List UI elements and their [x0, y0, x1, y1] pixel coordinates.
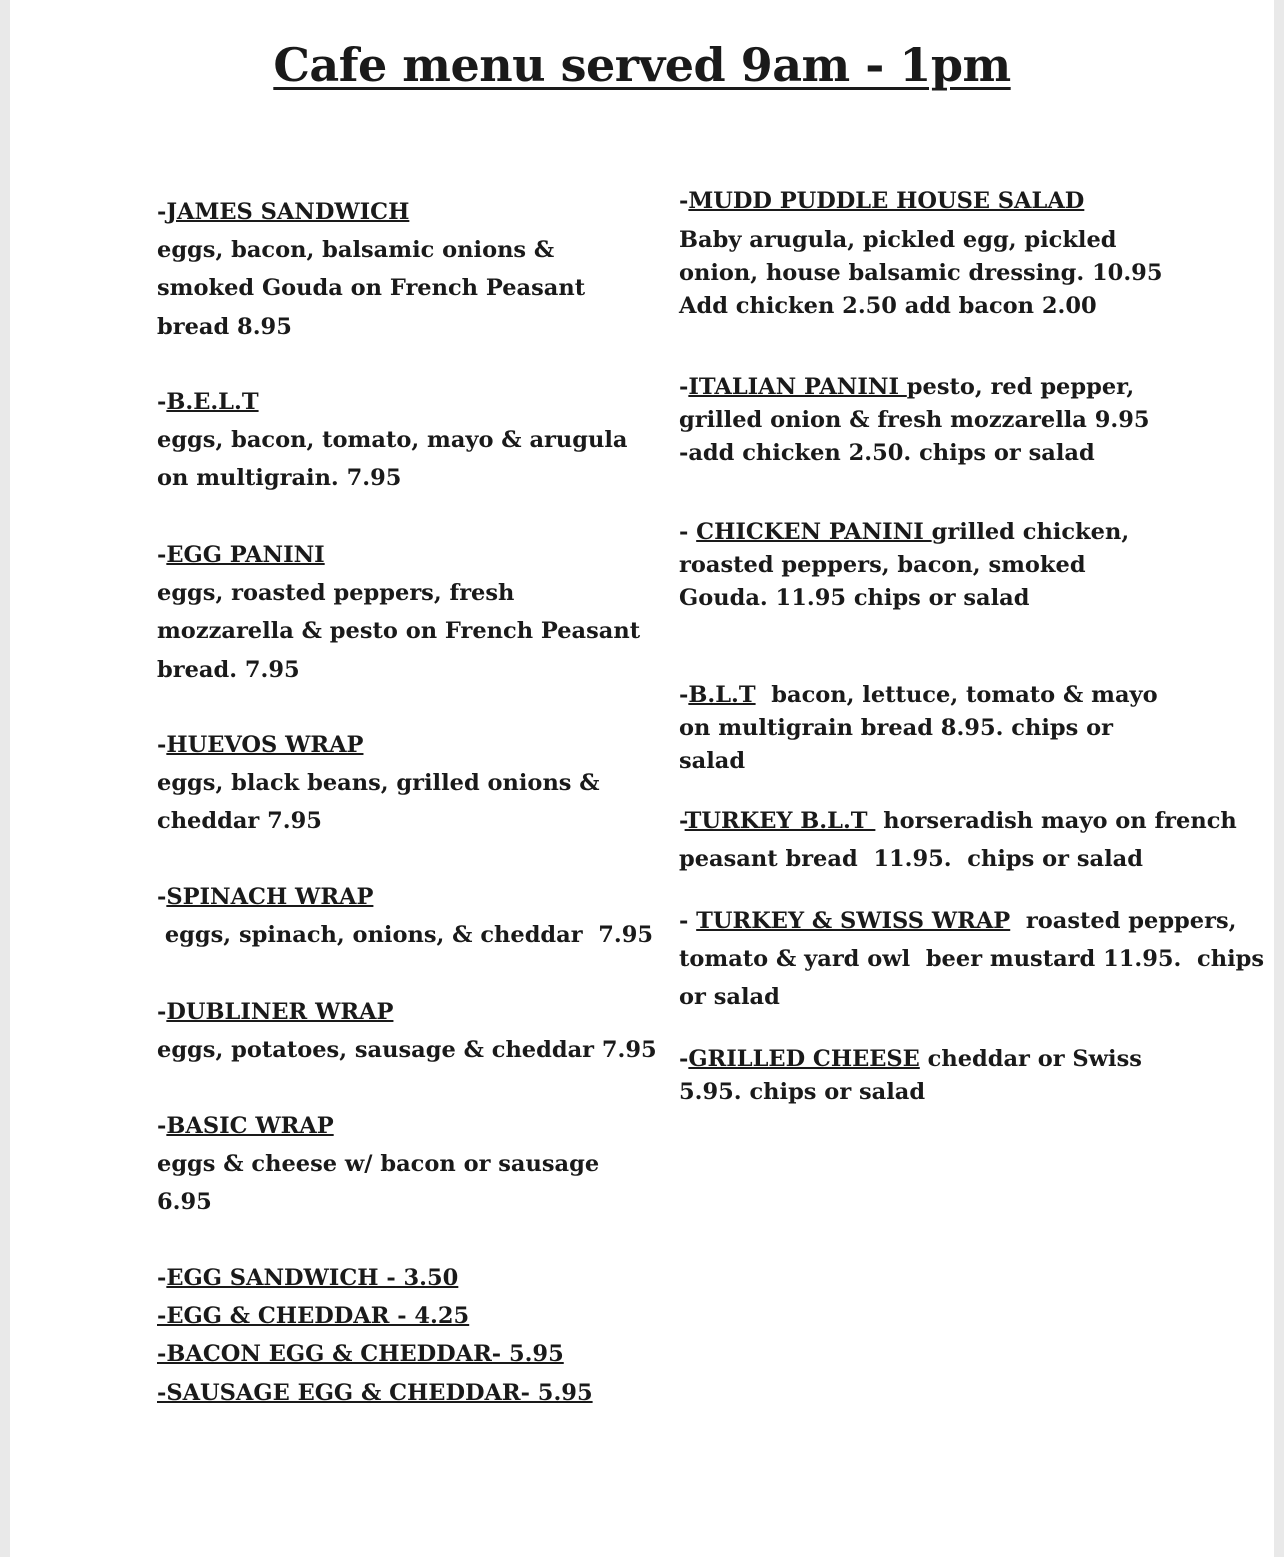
- item-desc-line: eggs, bacon, tomato, mayo & arugula: [157, 427, 628, 454]
- menu-item-turkey-swiss-wrap: - TURKEY & SWISS WRAP roasted peppers, tomato & yard owl beer mustard 11.95. chips or salad: [679, 902, 1264, 1016]
- item-name: TURKEY & SWISS WRAP: [696, 908, 1011, 934]
- item-desc-line: smoked Gouda on French Peasant: [157, 275, 586, 302]
- item-desc-line: salad: [679, 748, 746, 774]
- quick-items-list: [157, 1259, 593, 1412]
- item-desc-line: eggs, black beans, grilled onions &: [157, 770, 600, 797]
- item-desc-line: horseradish mayo on french: [875, 808, 1237, 834]
- item-desc-line: Gouda. 11.95 chips or salad: [679, 585, 1030, 611]
- item-desc-line: bread. 7.95: [157, 656, 300, 683]
- menu-item-sausage-egg-cheddar: -SAUSAGE EGG & CHEDDAR- 5.95: [157, 1379, 593, 1406]
- item-desc-line: tomato & yard owl beer mustard 11.95. chips: [679, 946, 1265, 972]
- menu-item-bacon-egg-cheddar: -BACON EGG & CHEDDAR- 5.95: [157, 1341, 564, 1368]
- item-desc-line: cheddar or Swiss: [919, 1046, 1142, 1072]
- item-desc-line: -add chicken 2.50. chips or salad: [679, 440, 1095, 466]
- item-desc-line: eggs, bacon, balsamic onions &: [157, 237, 555, 264]
- menu-item-turkey-blt: -TURKEY B.L.T horseradish mayo on french peasant bread 11.95. chips or salad: [679, 802, 1237, 878]
- menu-item-italian-panini: -ITALIAN PANINI pesto, red pepper, grilled onion & fresh mozzarella 9.95 -add chicken 2.50. chips or salad: [679, 371, 1150, 470]
- item-name: JAMES SANDWICH: [166, 199, 410, 225]
- item-name: HUEVOS WRAP: [166, 732, 364, 758]
- item-name: B.E.L.T: [166, 389, 259, 415]
- item-name: EGG PANINI: [166, 542, 325, 568]
- item-desc-line: roasted peppers,: [1010, 908, 1237, 934]
- menu-item-spinach-wrap: -SPINACH WRAP eggs, spinach, onions, & cheddar 7.95: [157, 878, 653, 954]
- item-desc-line: onion, house balsamic dressing. 10.95: [679, 260, 1163, 286]
- menu-item-basic-wrap: -BASIC WRAP eggs & cheese w/ bacon or sausage 6.95: [157, 1107, 599, 1222]
- item-name: CHICKEN PANINI: [696, 519, 932, 545]
- item-desc-line: grilled chicken,: [931, 519, 1130, 545]
- menu-item-james-sandwich: -JAMES SANDWICH eggs, bacon, balsamic onions & smoked Gouda on French Peasant bread 8.95: [157, 193, 585, 346]
- item-desc-line: cheddar 7.95: [157, 808, 322, 835]
- menu-item-blt: -B.L.T bacon, lettuce, tomato & mayo on multigrain bread 8.95. chips or salad: [679, 679, 1158, 778]
- item-name: ITALIAN PANINI: [688, 374, 907, 400]
- item-desc-line: mozzarella & pesto on French Peasant: [157, 618, 641, 645]
- item-desc-line: eggs, spinach, onions, & cheddar 7.95: [157, 922, 654, 949]
- item-desc-line: peasant bread 11.95. chips or salad: [679, 846, 1143, 872]
- item-name: MUDD PUDDLE HOUSE SALAD: [688, 188, 1085, 214]
- item-desc-line: roasted peppers, bacon, smoked: [679, 552, 1086, 578]
- item-desc-line: 5.95. chips or salad: [679, 1079, 926, 1105]
- menu-item-house-salad: -MUDD PUDDLE HOUSE SALAD Baby arugula, pickled egg, pickled onion, house balsamic dressing. 10.95 Add chicken 2.50 add bacon 2.00: [679, 185, 1162, 323]
- item-desc-line: eggs, potatoes, sausage & cheddar 7.95: [157, 1037, 657, 1064]
- menu-item-huevos-wrap: -HUEVOS WRAP eggs, black beans, grilled onions & cheddar 7.95: [157, 726, 600, 841]
- item-desc-line: 6.95: [157, 1189, 212, 1216]
- item-desc-line: Baby arugula, pickled egg, pickled: [679, 227, 1117, 253]
- page-title: Cafe menu served 9am - 1pm: [273, 38, 1011, 92]
- menu-item-dubliner-wrap: -DUBLINER WRAP eggs, potatoes, sausage & cheddar 7.95: [157, 993, 657, 1069]
- item-name: SPINACH WRAP: [166, 884, 374, 910]
- item-name: BASIC WRAP: [166, 1113, 334, 1139]
- item-desc-line: eggs & cheese w/ bacon or sausage: [157, 1151, 600, 1178]
- item-desc-line: eggs, roasted peppers, fresh: [157, 580, 515, 607]
- item-name: TURKEY B.L.T: [684, 808, 876, 834]
- menu-item-chicken-panini: - CHICKEN PANINI grilled chicken, roasted peppers, bacon, smoked Gouda. 11.95 chips or salad: [679, 516, 1129, 615]
- item-desc-line: on multigrain. 7.95: [157, 465, 402, 492]
- menu-item-belt: -B.E.L.T eggs, bacon, tomato, mayo & arugula on multigrain. 7.95: [157, 383, 627, 498]
- item-desc-line: on multigrain bread 8.95. chips or: [679, 715, 1113, 741]
- item-desc-line: grilled onion & fresh mozzarella 9.95: [679, 407, 1150, 433]
- menu-item-egg-sandwich: -EGG SANDWICH - 3.50: [157, 1265, 459, 1291]
- menu-item-egg-panini: -EGG PANINI eggs, roasted peppers, fresh mozzarella & pesto on French Peasant bread. 7.95: [157, 536, 640, 689]
- item-name: GRILLED CHEESE: [688, 1046, 920, 1072]
- item-desc-line: or salad: [679, 984, 780, 1010]
- menu-item-grilled-cheese: -GRILLED CHEESE cheddar or Swiss 5.95. chips or salad: [679, 1043, 1142, 1109]
- menu-item-egg-cheddar: -EGG & CHEDDAR - 4.25: [157, 1303, 470, 1330]
- item-desc-line: pesto, red pepper,: [906, 374, 1135, 400]
- item-desc-line: Add chicken 2.50 add bacon 2.00: [679, 293, 1097, 319]
- item-name: B.L.T: [688, 682, 756, 708]
- item-desc-line: bread 8.95: [157, 313, 292, 340]
- item-name: DUBLINER WRAP: [166, 999, 394, 1025]
- item-desc-line: bacon, lettuce, tomato & mayo: [755, 682, 1158, 708]
